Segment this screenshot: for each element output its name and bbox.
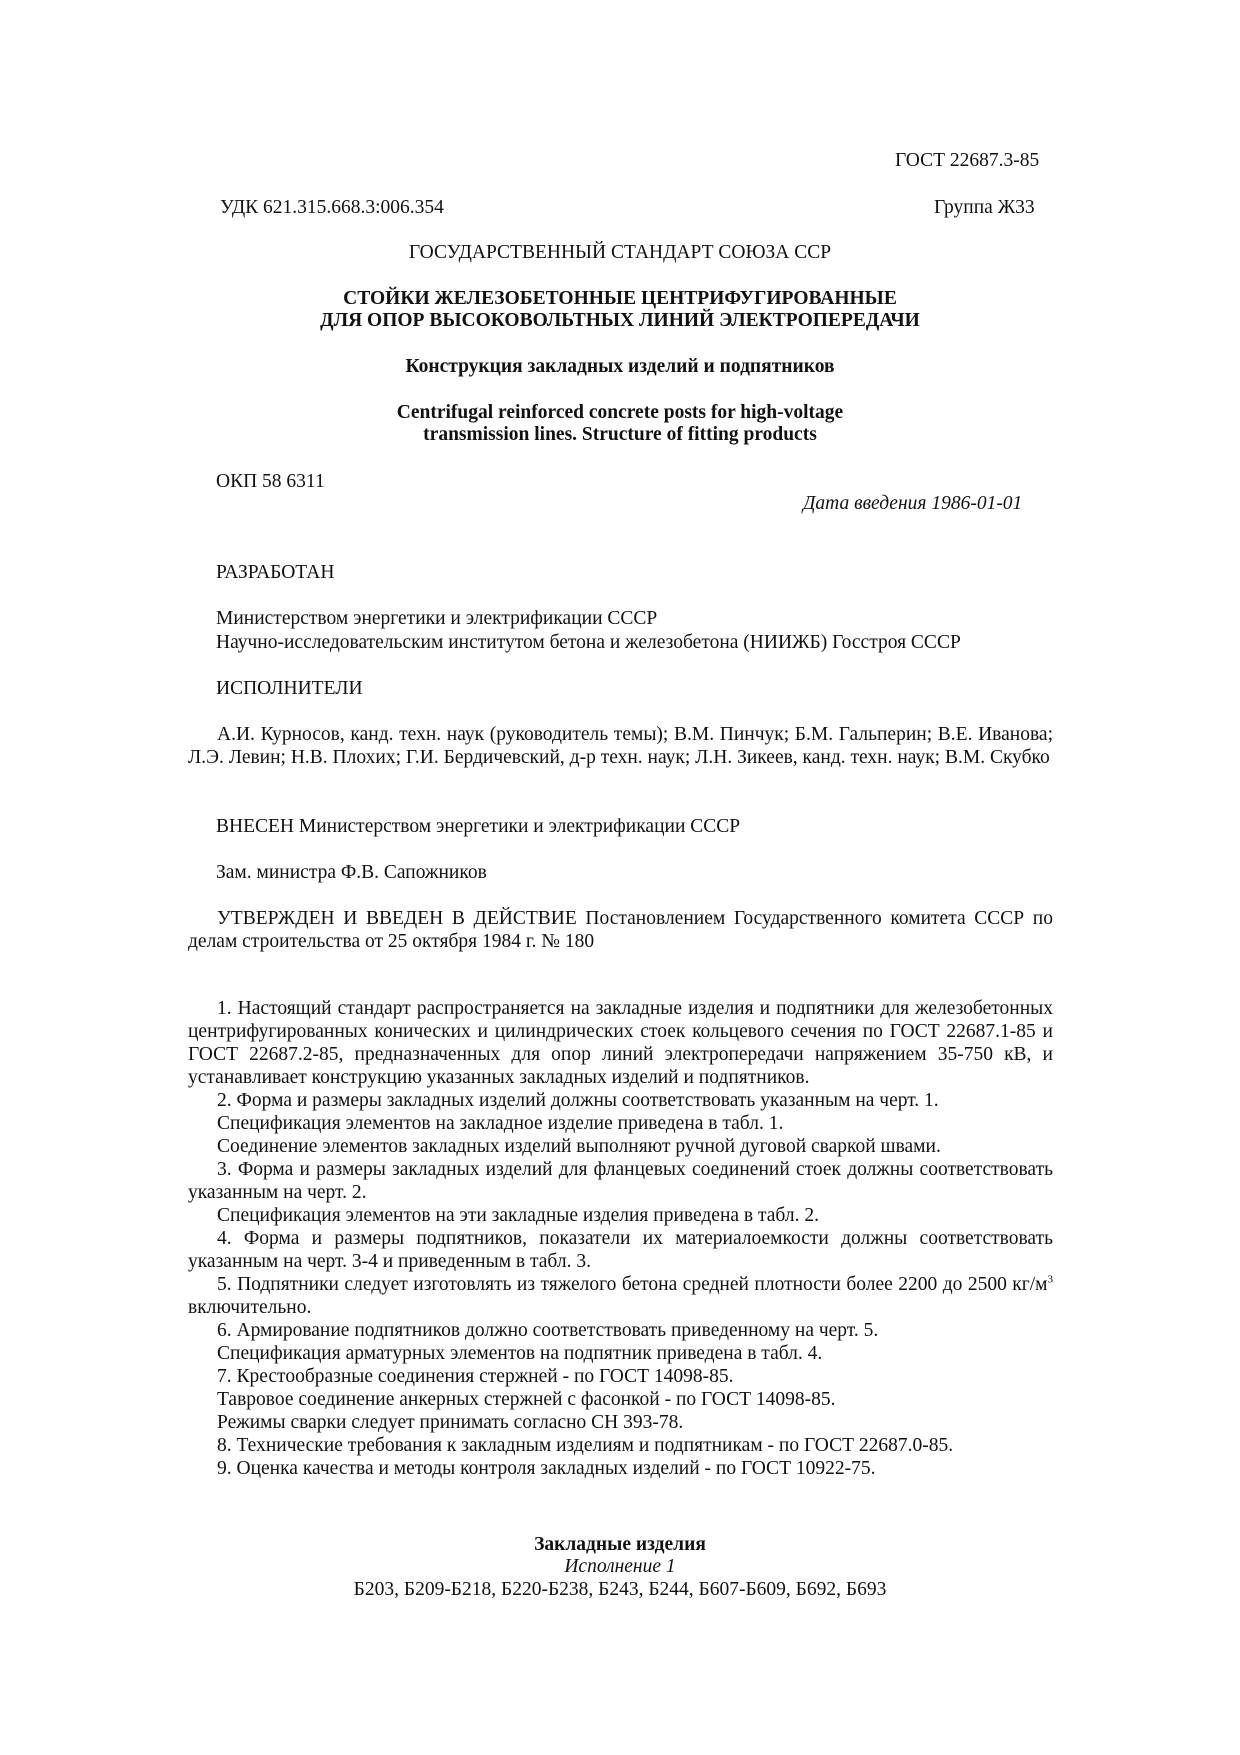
item-5 bbox=[188, 1273, 1053, 1319]
section-variant: Исполнение 1 bbox=[564, 1556, 676, 1577]
item-5-superscript: 3 bbox=[1047, 1273, 1053, 1286]
item-9: 9. Оценка качества и методы контроля закладных изделий - по ГОСТ 10922-75. bbox=[217, 1458, 876, 1479]
item-5-tail: включительно. bbox=[188, 1297, 312, 1318]
item-6: 6. Армирование подпятников должно соответствовать приведенному на черт. 5. bbox=[217, 1320, 879, 1341]
group-code: Группа Ж33 bbox=[934, 197, 1035, 218]
udk-code: УДК 621.315.668.3:006.354 bbox=[220, 197, 444, 218]
item-8: 8. Технические требования к закладным изделиям и подпятникам - по ГОСТ 22687.0-85. bbox=[217, 1435, 954, 1456]
item-5-text: 5. Подпятники следует изготовлять из тяжелого бетона средней плотности более 2200 до 2500 кг/м bbox=[217, 1274, 1048, 1295]
item-2-spec: Спецификация элементов на закладное изделие приведена в табл. 1. bbox=[217, 1113, 784, 1134]
approval-statement: УТВЕРЖДЕН И ВВЕДЕН В ДЕЙСТВИЕ Постановлением Государственного комитета СССР по делам строительства от 25 октября 1984 г. № 180 bbox=[188, 908, 1053, 952]
item-3: 3. Форма и размеры закладных изделий для фланцевых соединений стоек должны соответствовать указанным на черт. 2. bbox=[188, 1159, 1053, 1203]
developed-by-ministry: Министерством энергетики и электрификации СССР bbox=[216, 608, 658, 629]
title-line-1: СТОЙКИ ЖЕЛЕЗОБЕТОННЫЕ ЦЕНТРИФУГИРОВАННЫЕ bbox=[343, 288, 897, 309]
english-title-line-1: Centrifugal reinforced concrete posts for high-voltage bbox=[396, 402, 844, 423]
item-7: 7. Крестообразные соединения стержней - по ГОСТ 14098-85. bbox=[217, 1366, 734, 1387]
developed-heading: РАЗРАБОТАН bbox=[216, 562, 335, 583]
item-2: 2. Форма и размеры закладных изделий должны соответствовать указанным на черт. 1. bbox=[217, 1090, 939, 1111]
section-codes: Б203, Б209-Б218, Б220-Б238, Б243, Б244, Б607-Б609, Б692, Б693 bbox=[353, 1579, 887, 1600]
english-title-line-2: transmission lines. Structure of fitting products bbox=[423, 424, 817, 445]
gost-number: ГОСТ 22687.3-85 bbox=[895, 150, 1040, 171]
title-line-2: ДЛЯ ОПОР ВЫСОКОВОЛЬТНЫХ ЛИНИЙ ЭЛЕКТРОПЕРЕДАЧИ bbox=[320, 310, 920, 331]
item-7-welding-modes: Режимы сварки следует принимать согласно СН 393-78. bbox=[217, 1412, 684, 1433]
item-2-welding: Соединение элементов закладных изделий выполняют ручной дуговой сваркой швами. bbox=[217, 1136, 941, 1157]
subtitle: Конструкция закладных изделий и подпятников bbox=[405, 356, 835, 377]
item-1: 1. Настоящий стандарт распространяется на закладные изделия и подпятники для железобетонных центрифугированных конических и цилиндрических стоек кольцевого сечения по ГОСТ 22687.1-85 и ГОСТ 22687.2-85, предназначенных для опор линий электропередачи напряжением 35-750 кВ, и устанавливает конструкцию указанных закладных изделий и подпятников. bbox=[188, 998, 1053, 1088]
standard-type: ГОСУДАРСТВЕННЫЙ СТАНДАРТ СОЮЗА ССР bbox=[408, 242, 832, 263]
performers-heading: ИСПОЛНИТЕЛИ bbox=[216, 678, 363, 699]
okp-code: ОКП 58 6311 bbox=[216, 471, 325, 492]
introduction-date: Дата введения 1986-01-01 bbox=[803, 493, 1023, 514]
introduced-by: ВНЕСЕН Министерством энергетики и электрификации СССР bbox=[216, 816, 741, 837]
item-4: 4. Форма и размеры подпятников, показатели их материалоемкости должны соответствовать указанным на черт. 3-4 и приведенным в табл. 3. bbox=[188, 1228, 1053, 1272]
developed-by-institute: Научно-исследовательским институтом бетона и железобетона (НИИЖБ) Госстроя СССР bbox=[216, 632, 961, 653]
performers-list: А.И. Курносов, канд. техн. наук (руководитель темы); В.М. Пинчук; Б.М. Гальперин; В.Е. Иванова; Л.Э. Левин; Н.В. Плохих; Г.И. Бердичевский, д-р техн. наук; Л.Н. Зикеев, канд. техн. наук; В.М. Скубко bbox=[188, 724, 1053, 768]
standard-items bbox=[188, 997, 1053, 1480]
deputy-minister: Зам. министра Ф.В. Сапожников bbox=[216, 862, 487, 883]
item-3-spec: Спецификация элементов на эти закладные изделия приведена в табл. 2. bbox=[217, 1205, 819, 1226]
item-6-spec: Спецификация арматурных элементов на подпятник приведена в табл. 4. bbox=[217, 1343, 823, 1364]
item-7-tee-joint: Тавровое соединение анкерных стержней с фасонкой - по ГОСТ 14098-85. bbox=[217, 1389, 836, 1410]
section-heading: Закладные изделия bbox=[534, 1534, 706, 1555]
